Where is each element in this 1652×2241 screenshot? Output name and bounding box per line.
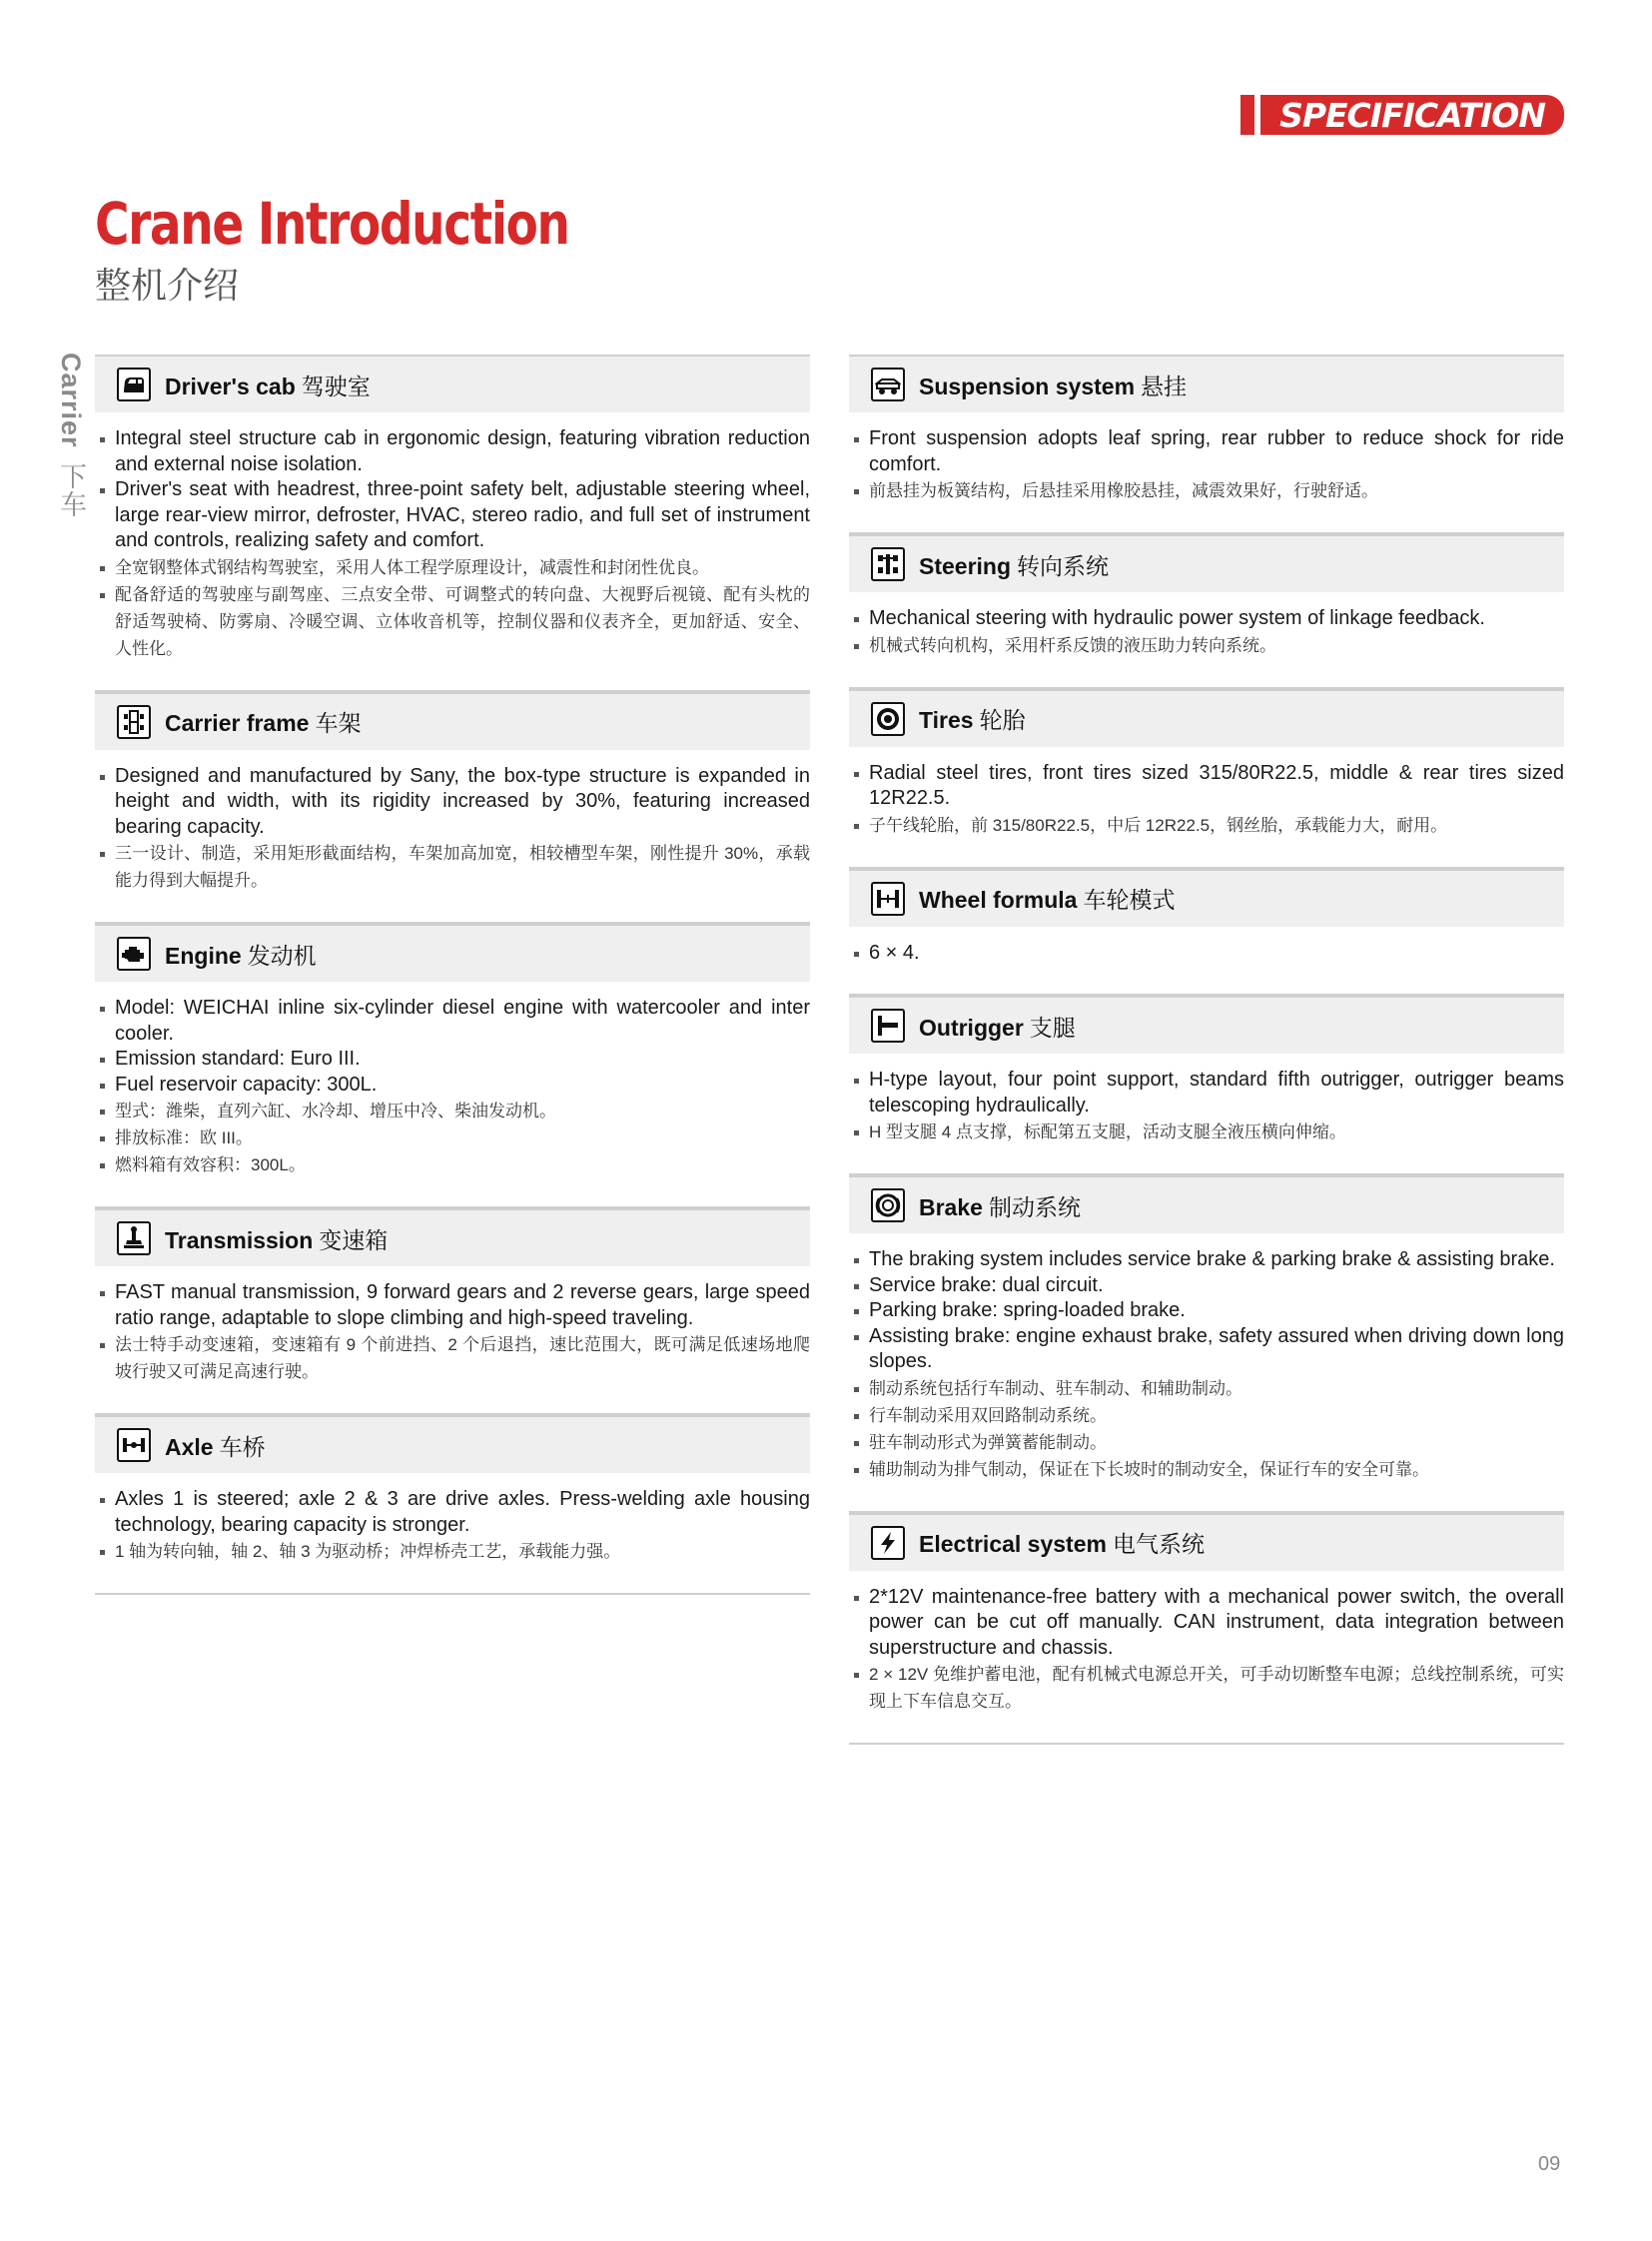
section-body (849, 592, 1564, 687)
badge-accent-bar (1240, 95, 1254, 135)
list-item: 法士特手动变速箱，变速箱有 9 个前进挡、2 个后退挡，速比范围大，既可满足低速场地爬坡行驶又可满足高速行驶。 (97, 1331, 810, 1385)
wheel-formula-icon (871, 882, 905, 916)
section-header (849, 355, 1564, 412)
list-item: Designed and manufactured by Sany, the box-type structure is expanded in height and width, with its rigidity increased by 30%, featuring increased bearing capacity. (97, 764, 810, 841)
list-item: 全宽钢整体式钢结构驾驶室，采用人体工程学原理设计，减震性和封闭性优良。 (97, 554, 810, 581)
page-subtitle: 整机介绍 (95, 265, 240, 306)
section-brake (849, 1175, 1564, 1513)
section-body (849, 412, 1564, 532)
section-header (849, 996, 1564, 1054)
outrigger-icon (871, 1009, 905, 1043)
section-header (95, 692, 810, 750)
section-title-cn: 支腿 (1029, 1014, 1076, 1041)
list-item: 排放标准：欧 III。 (97, 1124, 810, 1151)
section-body (95, 1266, 810, 1413)
section-body (849, 1054, 1564, 1173)
section-header (849, 869, 1564, 927)
section-body (95, 750, 810, 923)
list-item: 子午线轮胎，前 315/80R22.5，中后 12R22.5，钢丝胎，承载能力大，耐用。 (851, 812, 1564, 839)
list-item: 1 轴为转向轴，轴 2、轴 3 为驱动桥；冲焊桥壳工艺，承载能力强。 (97, 1538, 810, 1565)
steering-icon (871, 547, 905, 581)
specification-badge (1240, 95, 1564, 135)
list-item: Integral steel structure cab in ergonomic design, featuring vibration reduction and external noise isolation. (97, 426, 810, 477)
section-title (165, 705, 361, 738)
section-title-en: Suspension system (919, 373, 1136, 399)
section-transmission (95, 1208, 810, 1415)
section-title-en: Transmission (165, 1226, 314, 1253)
list-item: 机械式转向机构，采用杆系反馈的液压助力转向系统。 (851, 632, 1564, 659)
list-item: Model: WEICHAI inline six-cylinder diesel engine with watercooler and inter cooler. (97, 996, 810, 1047)
badge-label: SPECIFICATION (1260, 95, 1564, 135)
section-title-cn: 发动机 (247, 942, 317, 969)
list-item: 6 × 4. (851, 941, 1564, 967)
list-item: 制动系统包括行车制动、驻车制动、和辅助制动。 (851, 1375, 1564, 1402)
tire-icon (871, 702, 905, 736)
right-column (849, 355, 1564, 1745)
list-item: 辅助制动为排气制动，保证在下长坡时的制动安全，保证行车的安全可靠。 (851, 1456, 1564, 1483)
list-item: Radial steel tires, front tires sized 315/80R22.5, middle & rear tires sized 12R22.5. (851, 761, 1564, 812)
suspension-icon (871, 368, 905, 401)
section-title-cn: 轮胎 (979, 707, 1026, 733)
section-header (849, 689, 1564, 747)
list-item: Assisting brake: engine exhaust brake, safety assured when driving down long slopes. (851, 1324, 1564, 1375)
section-title-cn: 制动系统 (988, 1193, 1081, 1220)
side-label-cn: 下车 (56, 462, 86, 519)
section-title-cn: 变速箱 (319, 1226, 389, 1253)
section-cab (95, 355, 810, 692)
list-item: H-type layout, four point support, standard fifth outrigger, outrigger beams telescoping hydraulically. (851, 1068, 1564, 1119)
section-frame (95, 692, 810, 925)
section-title (165, 1222, 388, 1255)
list-item: Driver's seat with headrest, three-point safety belt, adjustable steering wheel, large rear-view mirror, defroster, HVAC, stereo radio, and full set of instrument and controls, realizing safety and comfort. (97, 477, 810, 554)
axle-icon (117, 1428, 151, 1462)
section-title-en: Wheel formula (919, 887, 1078, 913)
engine-icon (117, 937, 151, 971)
section-body (849, 747, 1564, 867)
list-item: 配备舒适的驾驶座与副驾座、三点安全带、可调整式的转向盘、大视野后视镜、配有头枕的舒适驾驶椅、防雾扇、冷暖空调、立体收音机等，控制仪器和仪表齐全，更加舒适、安全、人性化。 (97, 581, 810, 662)
list-item: 型式：潍柴，直列六缸、水冷却、增压中冷、柴油发动机。 (97, 1098, 810, 1124)
list-item: FAST manual transmission, 9 forward gears and 2 reverse gears, large speed ratio range, adaptable to slope climbing and high-speed traveling. (97, 1280, 810, 1331)
section-suspension (849, 355, 1564, 534)
section-title-cn: 车架 (315, 710, 362, 736)
section-title-cn: 车桥 (219, 1433, 266, 1460)
section-title (165, 369, 371, 401)
section-title (919, 548, 1109, 581)
section-body (95, 982, 810, 1206)
section-title (919, 1010, 1076, 1043)
section-title-cn: 电气系统 (1112, 1531, 1205, 1557)
section-outrigger (849, 996, 1564, 1175)
section-header (849, 1513, 1564, 1571)
brake-icon (871, 1188, 905, 1222)
section-body (849, 927, 1564, 995)
transmission-icon (117, 1221, 151, 1255)
section-title-en: Engine (165, 942, 242, 969)
section-title-cn: 转向系统 (1017, 552, 1110, 579)
section-title-en: Axle (165, 1433, 214, 1460)
section-title-cn: 悬挂 (1141, 373, 1188, 399)
section-header (849, 1175, 1564, 1233)
frame-icon (117, 705, 151, 739)
section-body (849, 1571, 1564, 1744)
list-item: Fuel reservoir capacity: 300L. (97, 1073, 810, 1099)
section-title-en: Steering (919, 552, 1012, 579)
section-electrical (849, 1513, 1564, 1746)
section-header (95, 924, 810, 982)
section-steering (849, 534, 1564, 689)
section-title-en: Electrical system (919, 1531, 1107, 1557)
section-title-cn: 车轮模式 (1083, 887, 1176, 913)
list-item: Service brake: dual circuit. (851, 1273, 1564, 1299)
section-body (849, 1233, 1564, 1511)
section-title (919, 882, 1175, 915)
list-item: 驻车制动形式为弹簧蓄能制动。 (851, 1429, 1564, 1456)
cab-icon (117, 368, 151, 401)
section-engine (95, 924, 810, 1208)
section-body (95, 412, 810, 690)
list-item: 行车制动采用双回路制动系统。 (851, 1402, 1564, 1429)
section-title (165, 938, 317, 971)
section-title-en: Outrigger (919, 1014, 1024, 1041)
list-item: 2*12V maintenance-free battery with a mechanical power switch, the overall power can be cut off manually. CAN instrument, data integration between superstructure and chassis. (851, 1585, 1564, 1662)
list-item: 三一设计、制造，采用矩形截面结构，车架加高加宽，相较槽型车架，刚性提升 30%，承载能力得到大幅提升。 (97, 840, 810, 894)
section-wheel-formula (849, 869, 1564, 997)
electrical-icon (871, 1526, 905, 1560)
left-column (95, 355, 810, 1595)
section-title (165, 1429, 266, 1462)
list-item: H 型支腿 4 点支撑，标配第五支腿，活动支腿全液压横向伸缩。 (851, 1119, 1564, 1145)
side-label (52, 353, 91, 518)
list-item: The braking system includes service brake & parking brake & assisting brake. (851, 1247, 1564, 1273)
section-title-en: Tires (919, 707, 974, 733)
page-title: Crane Introduction (95, 190, 569, 258)
section-tire (849, 689, 1564, 869)
section-title-cn: 驾驶室 (301, 373, 371, 399)
list-item: 2 × 12V 免维护蓄电池，配有机械式电源总开关，可手动切断整车电源；总线控制系统，可实现上下车信息交互。 (851, 1661, 1564, 1715)
page-number: 09 (1538, 2153, 1561, 2175)
list-item: Front suspension adopts leaf spring, rear rubber to reduce shock for ride comfort. (851, 426, 1564, 477)
section-header (95, 355, 810, 412)
section-axle (95, 1415, 810, 1595)
section-body (95, 1473, 810, 1593)
section-header (95, 1208, 810, 1266)
section-title (919, 369, 1187, 401)
section-title (919, 1189, 1081, 1222)
section-title (919, 702, 1026, 735)
section-header (849, 534, 1564, 592)
section-header (95, 1415, 810, 1473)
list-item: 前悬挂为板簧结构，后悬挂采用橡胶悬挂，减震效果好，行驶舒适。 (851, 477, 1564, 504)
list-item: Parking brake: spring-loaded brake. (851, 1298, 1564, 1324)
list-item: Axles 1 is steered; axle 2 & 3 are drive axles. Press-welding axle housing technology, bearing capacity is stronger. (97, 1487, 810, 1538)
side-label-en: Carrier (56, 353, 86, 448)
list-item: Mechanical steering with hydraulic power system of linkage feedback. (851, 606, 1564, 632)
list-item: 燃料箱有效容积：300L。 (97, 1151, 810, 1178)
section-title-en: Brake (919, 1193, 983, 1220)
section-title-en: Carrier frame (165, 710, 310, 736)
section-title-en: Driver's cab (165, 373, 296, 399)
list-item: Emission standard: Euro III. (97, 1047, 810, 1073)
section-title (919, 1526, 1205, 1559)
